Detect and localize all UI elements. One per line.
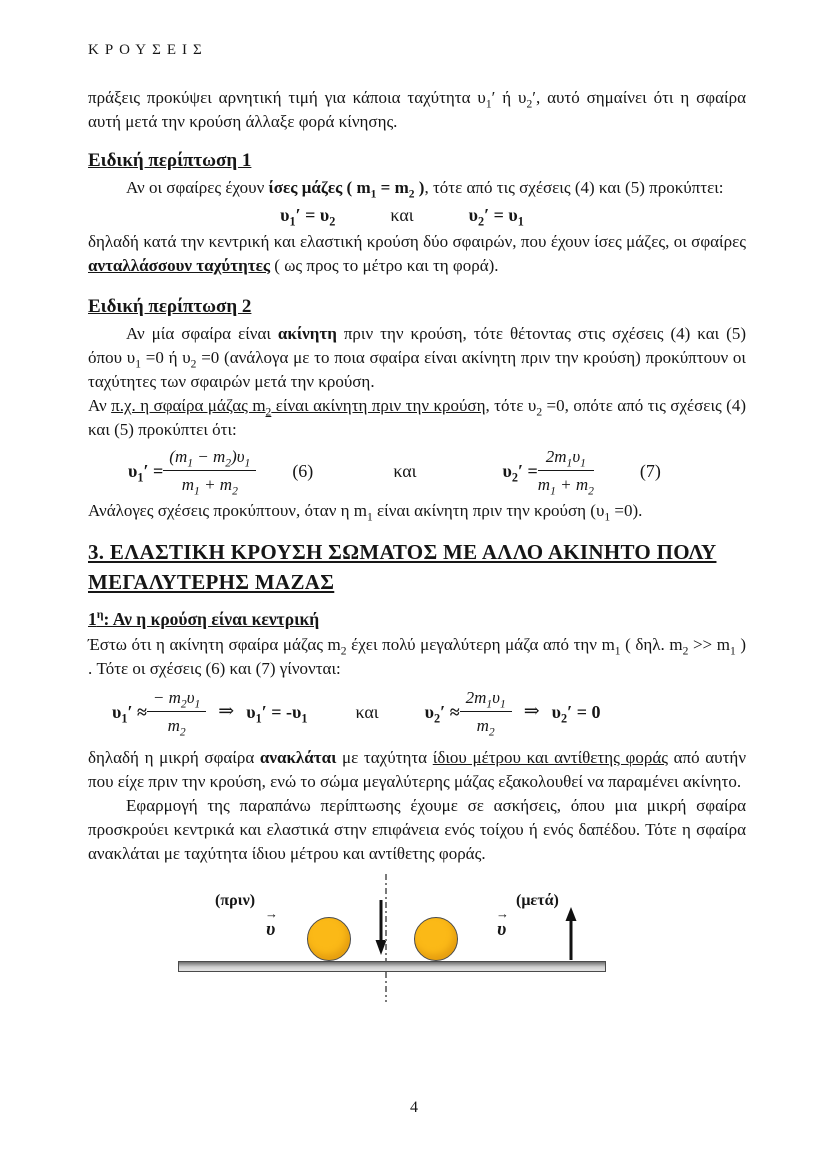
equation-6-label: (6) [292,460,314,481]
heading-special-case-1: Ειδική περίπτωση 1 [88,150,252,171]
up-arrow-icon [563,906,579,961]
page-number: 4 [410,1099,418,1116]
equation-exchange-velocities [88,203,716,227]
page-title: ΚΡΟΥΣΕΙΣ [88,42,208,58]
equation-7-label: (7) [639,460,661,481]
heading-section-3: 3. ΕΛΑΣΤΙΚΗ ΚΡΟΥΣΗ ΣΩΜΑΤΟΣ ΜΕ ΑΛΛΟ ΑΚΙΝΗΤΟ ΠΟΛΥ ΜΕΓΑΛΥΤΕΡΗΣ ΜΑΖΑΣ [88,540,717,594]
paragraph-sc1-1: Αν οι σφαίρες έχουν ίσες μάζες ( $m_1 = m_2$ ), τότε από τις σχέσεις (4) και (5) προκύπτει: [126,178,724,201]
equations-limit-case [112,687,746,739]
paragraph-s3-1: Έστω ότι η ακίνητη σφαίρα μάζας $m_2$ έχει πολύ μεγαλύτερη μάζα από την $m_1$ ( δηλ. $m_2 >> m_1$ ) . Τότε οι σχέσεις (6) και (7) γίνονται: [88,635,746,678]
paragraph-sc2-1: Αν μία σφαίρα είναι ακίνητη πριν την κρούση, τότε θέτοντας στις σχέσεις (4) και (5) όπου $\upsilon_1 =0$ ή $\upsilon_2 =0$ (ανάλογα με το ποια σφαίρα είναι ακίνητη πριν την κρούση) προκύπτουν οι ταχύτητες των σφαιρών μετά την κρούση. [88,324,747,391]
dashed-divider-line [385,874,387,1002]
equation-a-fraction: $\frac{- m_2\upsilon_1}{m_2}$ [147,687,206,736]
before-label: (πριν) [215,892,256,909]
heading-central-collision: $1^\eta$: Αν η κρούση είναι κεντρική [88,607,320,629]
ball-before [307,917,351,961]
equation-a-result: $\upsilon_1' = -\upsilon_1$ [246,701,308,726]
paragraph-sc2-3: Ανάλογες σχέσεις προκύπτουν, όταν η $m_1$ είναι ακίνητη πριν την κρούση $(\upsilon_1 =0)$. [88,501,643,524]
equation-6-fraction: $\frac{(m_1 - m_2)\upsilon_1}{m_1 + m_2}$ [163,446,256,495]
equation-connector: και [390,205,414,225]
equation-7-lhs: $\upsilon_2'$ = [502,460,538,485]
equation-b-lhs: $\upsilon_2'$ ≈ [424,701,460,726]
floor-surface [178,961,606,972]
ball-after [414,917,458,961]
velocity-symbol: υ [497,919,507,940]
velocity-vector-label-before [265,906,278,940]
equation-v1: $\upsilon_1' = \upsilon_2$ [280,205,336,229]
paragraph-s3-2: δηλαδή η μικρή σφαίρα ανακλάται με ταχύτητα ίδιου μέτρου και αντίθετης φοράς από αυτήν που είχε πριν την κρούση, ενώ το σώμα μεγαλύτερης μάζας εξακολουθεί να παραμένει ακίνητο. [88,748,747,791]
equation-b-fraction: $\frac{2m_1\upsilon_1}{m_2}$ [460,687,512,736]
equation-b-result: $\upsilon_2' = 0$ [551,701,601,726]
paragraph-sc2-2: Αν π.χ. η σφαίρα μάζας $m_2$ είναι ακίνητη πριν την κρούση, τότε $\upsilon_2 =0$, οπότε από τις σχέσεις (4) και (5) προκύπτει ότι: [88,396,747,439]
vector-arrow-icon: → [265,906,278,921]
after-label: (μετά) [516,892,559,909]
velocity-symbol: υ [266,919,276,940]
equation-7-fraction: $\frac{2m_1\upsilon_1}{m_1 + m_2}$ [537,447,594,498]
implies-arrow: ⇒ [523,700,540,722]
collision-diagram [88,874,746,1012]
equations-6-and-7 [128,446,746,498]
implies-arrow: ⇒ [218,700,235,722]
equation-v2: $\upsilon_2' = \upsilon_1$ [468,205,524,229]
equation-6-lhs: $\upsilon_1'$ = [128,460,164,485]
equation-a-lhs: $\upsilon_1'$ ≈ [112,701,147,726]
velocity-vector-label-after [496,906,509,940]
equation-connector: και [393,460,417,481]
equation-connector: και [355,701,379,722]
paragraph-intro: πράξεις προκύψει αρνητική τιμή για κάποια ταχύτητα $\upsilon_1'$ ή $\upsilon_2'$, αυτό σημαίνει ότι η σφαίρα αυτή μετά την κρούση άλλαξε φορά κίνησης. [88,88,746,131]
vector-arrow-icon: → [496,906,509,921]
page-content [88,40,746,1012]
paragraph-sc1-2: δηλαδή κατά την κεντρική και ελαστική κρούση δύο σφαιρών, που έχουν ίσες μάζες, οι σφαίρες ανταλλάσσουν ταχύτητες ( ως προς το μέτρο και τη φορά). [88,232,746,275]
heading-special-case-2: Ειδική περίπτωση 2 [88,296,252,317]
paragraph-s3-3: Εφαρμογή της παραπάνω περίπτωσης έχουμε σε ασκήσεις, όπου μια μικρή σφαίρα προσκρούει κεντρικά και ελαστικά στην επιφάνεια ενός τοίχου ή ενός δαπέδου. Τότε η σφαίρα ανακλάται με ταχύτητα ίδιου μέτρου και αντίθετης φοράς. [88,796,746,863]
